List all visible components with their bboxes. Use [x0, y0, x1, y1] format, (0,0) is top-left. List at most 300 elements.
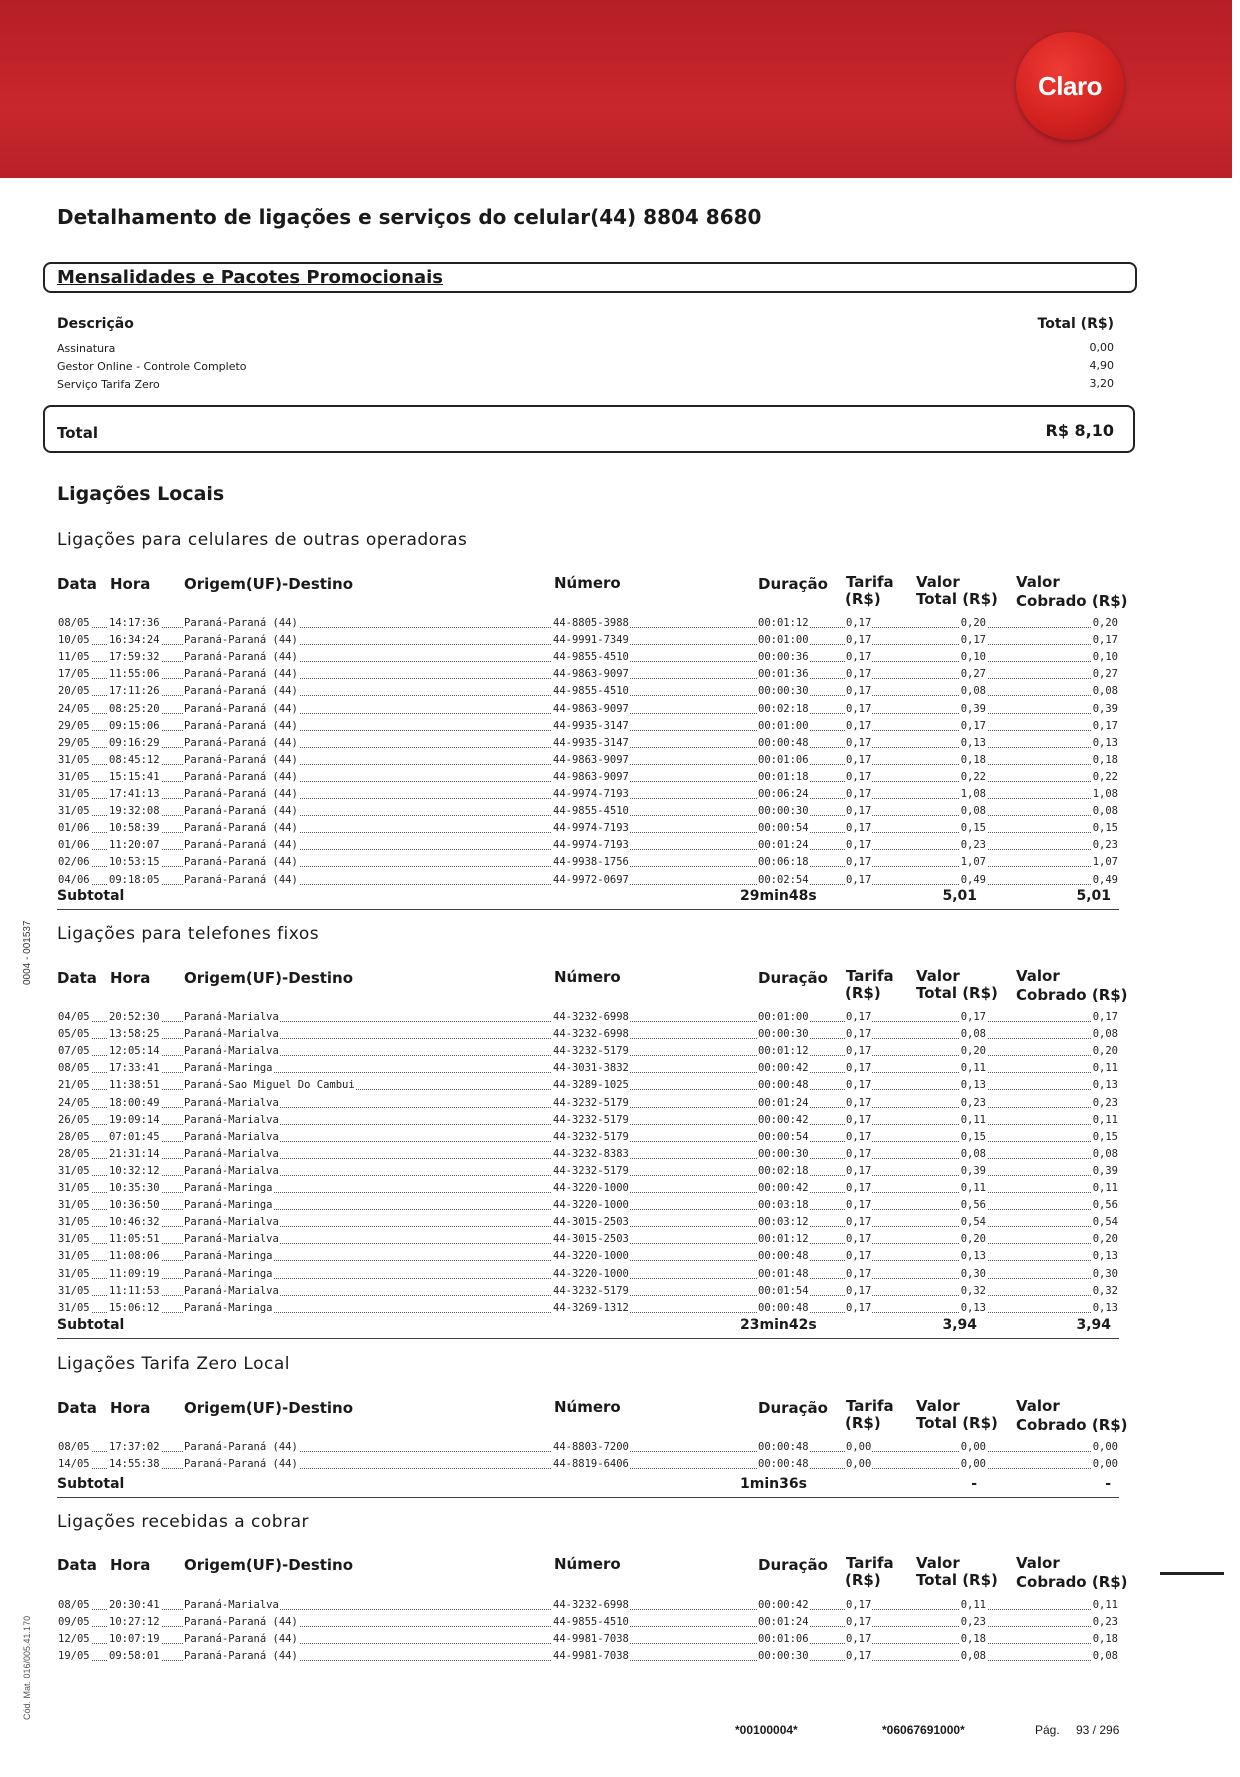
cell-valor-total: 0,18	[960, 1633, 986, 1646]
side-code: 0004 - 001537	[22, 920, 33, 985]
ligacoes-locais-title: Ligações Locais	[57, 483, 225, 505]
cell-origem: Paraná-Marialva	[184, 1147, 279, 1160]
cell-valor-total: 0,20	[960, 1045, 986, 1058]
table-row	[57, 786, 1119, 803]
col-valor-total-unit: Total (R$)	[916, 984, 998, 1002]
cell-hora: 10:27:12	[109, 1616, 160, 1629]
cell-origem: Paraná-Marialva	[184, 1130, 279, 1143]
cell-valor-total: 0,08	[960, 685, 986, 698]
cell-numero: 44-9981-7038	[553, 1650, 629, 1663]
col-valor-total: Valor	[916, 573, 960, 591]
total-value: R$ 8,10	[1045, 421, 1114, 440]
cell-valor-total: 0,56	[960, 1199, 986, 1212]
cell-tarifa: 0,17	[846, 1011, 872, 1023]
cell-origem: Paraná-Marialva	[184, 1599, 279, 1611]
cell-duracao: 00:00:54	[758, 1130, 809, 1143]
table-row	[57, 1597, 1119, 1614]
cell-origem: Paraná-Marialva	[184, 1233, 279, 1246]
subtotal-valor-total: -	[971, 1476, 977, 1492]
cell-tarifa: 0,17	[846, 788, 872, 800]
cell-valor-total: 0,27	[960, 668, 986, 681]
cell-valor-cobrado: 0,00	[1092, 1458, 1118, 1471]
cell-valor-total: 0,08	[960, 805, 986, 818]
cell-duracao: 00:01:00	[758, 719, 809, 732]
cell-duracao: 00:00:54	[758, 822, 809, 835]
cell-data: 31/05	[58, 1284, 90, 1297]
col-tarifa-unit: (R$)	[845, 590, 881, 608]
cell-valor-total: 0,39	[960, 702, 986, 715]
cell-tarifa: 0,17	[846, 1130, 872, 1143]
cell-tarifa: 0,17	[846, 719, 872, 732]
cell-tarifa: 0,17	[846, 1028, 872, 1041]
table-row	[57, 1231, 1119, 1248]
cell-data: 10/05	[58, 634, 90, 647]
cell-tarifa: 0,17	[846, 1267, 872, 1280]
cell-valor-total: 0,17	[960, 634, 986, 647]
cell-numero: 44-3269-1312	[553, 1301, 629, 1314]
table-row	[57, 837, 1119, 854]
cell-hora: 10:35:30	[109, 1182, 160, 1194]
cell-valor-total: 0,20	[960, 1233, 986, 1246]
col-origem: Origem(UF)-Destino	[184, 1399, 354, 1417]
cell-tarifa: 0,17	[846, 856, 872, 869]
cell-valor-cobrado: 0,08	[1092, 1650, 1118, 1663]
cell-numero: 44-9863-9097	[553, 668, 629, 681]
cell-origem: Paraná-Paraná (44)	[184, 856, 298, 869]
cell-valor-total: 0,13	[960, 736, 986, 749]
col-hora: Hora	[110, 575, 151, 593]
cell-valor-total: 0,22	[960, 770, 986, 783]
cell-valor-cobrado: 0,11	[1092, 1599, 1118, 1611]
col-numero: Número	[554, 574, 621, 592]
cell-valor-cobrado: 0,22	[1092, 770, 1118, 783]
table-row	[57, 683, 1119, 700]
cell-tarifa: 0,17	[846, 1147, 872, 1160]
col-tarifa: Tarifa	[846, 573, 894, 591]
cell-tarifa: 0,00	[846, 1458, 872, 1471]
cell-data: 07/05	[58, 1045, 90, 1058]
cell-numero: 44-9938-1756	[553, 856, 629, 869]
cell-numero: 44-8819-6406	[553, 1458, 629, 1471]
cell-valor-cobrado: 0,20	[1092, 617, 1118, 629]
cell-data: 26/05	[58, 1113, 90, 1126]
cell-valor-total: 0,23	[960, 1616, 986, 1629]
col-data: Data	[57, 575, 97, 593]
cell-duracao: 00:00:42	[758, 1113, 809, 1126]
table-row	[57, 1456, 1119, 1473]
cell-duracao: 00:01:54	[758, 1284, 809, 1297]
mensal-item-desc: Assinatura	[57, 342, 116, 355]
cell-origem: Paraná-Paraná (44)	[184, 1650, 298, 1663]
footer-code-1: *00100004*	[735, 1723, 798, 1737]
cell-origem: Paraná-Paraná (44)	[184, 702, 298, 715]
cell-valor-total: 0,13	[960, 1301, 986, 1314]
col-valor-total: Valor	[916, 1554, 960, 1572]
cell-hora: 11:20:07	[109, 839, 160, 852]
cell-valor-total: 0,08	[960, 1147, 986, 1160]
cell-hora: 17:33:41	[109, 1062, 160, 1075]
cell-valor-cobrado: 0,49	[1092, 873, 1118, 886]
cell-hora: 14:55:38	[109, 1458, 160, 1471]
cell-tarifa: 0,17	[846, 1233, 872, 1246]
cell-tarifa: 0,17	[846, 1250, 872, 1263]
subtotal-label: Subtotal	[57, 1317, 125, 1333]
cell-data: 04/05	[58, 1011, 90, 1023]
cell-valor-cobrado: 0,00	[1092, 1441, 1118, 1453]
cell-valor-total: 0,23	[960, 1096, 986, 1109]
cell-origem: Paraná-Paraná (44)	[184, 634, 298, 647]
table-row	[57, 1631, 1119, 1648]
cell-valor-cobrado: 0,20	[1092, 1233, 1118, 1246]
table-row	[57, 1060, 1119, 1077]
document-title: Detalhamento de ligações e serviços do celular(44) 8804 8680	[57, 205, 762, 229]
cell-duracao: 00:02:18	[758, 1164, 809, 1177]
subtotal-label: Subtotal	[57, 888, 125, 904]
cell-hora: 11:05:51	[109, 1233, 160, 1246]
cell-hora: 08:25:20	[109, 702, 160, 715]
table-row	[57, 1180, 1119, 1197]
cell-valor-cobrado: 0,39	[1092, 1164, 1118, 1177]
cell-valor-cobrado: 0,11	[1092, 1182, 1118, 1194]
cell-origem: Paraná-Marialva	[184, 1284, 279, 1297]
cell-valor-total: 0,10	[960, 651, 986, 664]
cell-tarifa: 0,17	[846, 1096, 872, 1109]
cell-origem: Paraná-Sao Miguel Do Cambui	[184, 1079, 355, 1092]
cell-origem: Paraná-Maringa	[184, 1267, 273, 1280]
cell-duracao: 00:01:06	[758, 1633, 809, 1646]
cell-valor-cobrado: 0,18	[1092, 1633, 1118, 1646]
col-valor-cobrado-unit: Cobrado (R$)	[1016, 592, 1128, 610]
cell-numero: 44-9855-4510	[553, 1616, 629, 1629]
table-row	[57, 872, 1119, 889]
col-valor-cobrado-unit: Cobrado (R$)	[1016, 986, 1128, 1004]
col-tarifa-unit: (R$)	[845, 1571, 881, 1589]
cell-duracao: 00:01:18	[758, 770, 809, 783]
cell-data: 08/05	[58, 617, 90, 629]
cell-hora: 11:08:06	[109, 1250, 160, 1263]
cell-valor-total: 0,49	[960, 873, 986, 886]
cell-data: 24/05	[58, 1096, 90, 1109]
cell-numero: 44-9974-7193	[553, 788, 629, 800]
cell-duracao: 00:01:06	[758, 753, 809, 766]
subtotal-rule	[57, 1338, 1119, 1339]
cell-duracao: 00:00:42	[758, 1062, 809, 1075]
table-row	[57, 1009, 1119, 1026]
cell-origem: Paraná-Paraná (44)	[184, 651, 298, 664]
cell-tarifa: 0,17	[846, 668, 872, 681]
cell-origem: Paraná-Paraná (44)	[184, 839, 298, 852]
table-row	[57, 1146, 1119, 1163]
cell-numero: 44-3015-2503	[553, 1233, 629, 1246]
cell-valor-cobrado: 0,15	[1092, 1130, 1118, 1143]
claro-logo	[1016, 32, 1124, 140]
cell-tarifa: 0,17	[846, 1633, 872, 1646]
cell-valor-cobrado: 0,18	[1092, 753, 1118, 766]
cell-data: 28/05	[58, 1130, 90, 1143]
cell-tarifa: 0,17	[846, 1164, 872, 1177]
cell-hora: 09:58:01	[109, 1650, 160, 1663]
subtotal-valor-cobrado: 3,94	[1076, 1317, 1111, 1333]
cell-valor-total: 0,00	[960, 1441, 986, 1453]
mensal-item-desc: Serviço Tarifa Zero	[57, 378, 160, 391]
cell-data: 29/05	[58, 719, 90, 732]
cell-numero: 44-9935-3147	[553, 736, 629, 749]
cell-valor-total: 0,20	[960, 617, 986, 629]
cell-origem: Paraná-Paraná (44)	[184, 1441, 298, 1453]
col-tarifa: Tarifa	[846, 967, 894, 985]
table-row	[57, 1077, 1119, 1094]
cell-numero: 44-3232-6998	[553, 1028, 629, 1041]
col-valor-total-unit: Total (R$)	[916, 1571, 998, 1589]
cell-tarifa: 0,17	[846, 1599, 872, 1611]
cell-data: 20/05	[58, 685, 90, 698]
cell-tarifa: 0,17	[846, 1616, 872, 1629]
cell-valor-total: 0,08	[960, 1028, 986, 1041]
cell-hora: 10:32:12	[109, 1164, 160, 1177]
total-box	[43, 405, 1135, 453]
footer-code-2: *06067691000*	[882, 1723, 965, 1737]
cell-hora: 20:52:30	[109, 1011, 160, 1023]
cell-numero: 44-9991-7349	[553, 634, 629, 647]
table-row	[57, 1129, 1119, 1146]
cell-tarifa: 0,17	[846, 1045, 872, 1058]
cell-data: 17/05	[58, 668, 90, 681]
table-row	[57, 752, 1119, 769]
col-valor-cobrado: Valor	[1016, 573, 1060, 591]
cell-hora: 11:11:53	[109, 1284, 160, 1297]
cell-hora: 17:41:13	[109, 788, 160, 800]
cell-origem: Paraná-Maringa	[184, 1250, 273, 1263]
cell-origem: Paraná-Marialva	[184, 1216, 279, 1229]
cell-hora: 12:05:14	[109, 1045, 160, 1058]
cell-hora: 17:37:02	[109, 1441, 160, 1453]
cell-duracao: 00:00:48	[758, 1458, 809, 1471]
cell-valor-cobrado: 0,39	[1092, 702, 1118, 715]
table-row	[57, 1197, 1119, 1214]
cell-duracao: 00:03:12	[758, 1216, 809, 1229]
cell-valor-cobrado: 0,17	[1092, 719, 1118, 732]
cell-hora: 11:09:19	[109, 1267, 160, 1280]
cell-duracao: 00:00:42	[758, 1599, 809, 1611]
cell-data: 09/05	[58, 1616, 90, 1629]
table-row	[57, 1112, 1119, 1129]
cell-numero: 44-3232-5179	[553, 1096, 629, 1109]
cell-duracao: 00:00:48	[758, 1301, 809, 1314]
cell-hora: 19:32:08	[109, 805, 160, 818]
cell-tarifa: 0,17	[846, 873, 872, 886]
cell-data: 28/05	[58, 1147, 90, 1160]
cell-data: 19/05	[58, 1650, 90, 1663]
col-valor-cobrado-unit: Cobrado (R$)	[1016, 1573, 1128, 1591]
cell-data: 08/05	[58, 1599, 90, 1611]
cell-hora: 09:16:29	[109, 736, 160, 749]
col-hora: Hora	[110, 1399, 151, 1417]
cell-duracao: 00:01:00	[758, 1011, 809, 1023]
table-row	[57, 820, 1119, 837]
cell-duracao: 00:01:48	[758, 1267, 809, 1280]
cell-duracao: 00:01:12	[758, 1045, 809, 1058]
cell-hora: 07:01:45	[109, 1130, 160, 1143]
section-title: Ligações para celulares de outras operadoras	[57, 530, 468, 550]
cell-tarifa: 0,17	[846, 651, 872, 664]
cell-numero: 44-9863-9097	[553, 753, 629, 766]
col-valor-cobrado: Valor	[1016, 967, 1060, 985]
logo-text: Claro	[1038, 70, 1102, 101]
cell-valor-total: 0,15	[960, 822, 986, 835]
cell-data: 02/06	[58, 856, 90, 869]
cell-valor-cobrado: 0,08	[1092, 805, 1118, 818]
cell-valor-cobrado: 0,13	[1092, 1250, 1118, 1263]
col-data: Data	[57, 1556, 97, 1574]
cell-hora: 09:15:06	[109, 719, 160, 732]
cell-numero: 44-3220-1000	[553, 1267, 629, 1280]
table-row	[57, 615, 1119, 632]
cell-valor-total: 0,08	[960, 1650, 986, 1663]
table-row	[57, 1043, 1119, 1060]
cell-origem: Paraná-Paraná (44)	[184, 668, 298, 681]
cell-tarifa: 0,00	[846, 1441, 872, 1453]
cell-numero: 44-9935-3147	[553, 719, 629, 732]
col-descricao: Descrição	[57, 316, 134, 332]
cell-valor-total: 0,15	[960, 1130, 986, 1143]
cell-origem: Paraná-Maringa	[184, 1199, 273, 1212]
cell-valor-total: 0,11	[960, 1113, 986, 1126]
cell-valor-cobrado: 0,15	[1092, 822, 1118, 835]
table-row	[57, 1248, 1119, 1265]
cell-origem: Paraná-Maringa	[184, 1301, 273, 1314]
cell-data: 29/05	[58, 736, 90, 749]
cell-tarifa: 0,17	[846, 1062, 872, 1075]
cell-data: 31/05	[58, 1233, 90, 1246]
table-row	[57, 1026, 1119, 1043]
col-tarifa-unit: (R$)	[845, 1414, 881, 1432]
cell-valor-cobrado: 0,08	[1092, 685, 1118, 698]
cell-origem: Paraná-Marialva	[184, 1164, 279, 1177]
cell-valor-total: 0,23	[960, 839, 986, 852]
table-row	[57, 666, 1119, 683]
cell-valor-cobrado: 0,30	[1092, 1267, 1118, 1280]
cell-duracao: 00:00:30	[758, 1650, 809, 1663]
cell-hora: 10:46:32	[109, 1216, 160, 1229]
section-title: Ligações para telefones fixos	[57, 924, 320, 944]
cell-duracao: 00:01:24	[758, 839, 809, 852]
cell-tarifa: 0,17	[846, 1113, 872, 1126]
cell-valor-cobrado: 0,11	[1092, 1113, 1118, 1126]
subtotal-valor-cobrado: -	[1105, 1476, 1111, 1492]
cell-valor-cobrado: 1,07	[1092, 856, 1118, 869]
cell-tarifa: 0,17	[846, 1216, 872, 1229]
table-row	[57, 632, 1119, 649]
table-row	[57, 854, 1119, 871]
cell-valor-total: 0,00	[960, 1458, 986, 1471]
cell-data: 31/05	[58, 788, 90, 800]
cell-valor-total: 0,18	[960, 753, 986, 766]
col-origem: Origem(UF)-Destino	[184, 1556, 354, 1574]
col-tarifa: Tarifa	[846, 1554, 894, 1572]
cell-numero: 44-8803-7200	[553, 1441, 629, 1453]
table-row	[57, 769, 1119, 786]
cell-hora: 09:18:05	[109, 873, 160, 886]
cell-origem: Paraná-Maringa	[184, 1182, 273, 1194]
col-valor-cobrado: Valor	[1016, 1397, 1060, 1415]
cell-duracao: 00:01:12	[758, 617, 809, 629]
mensal-item-total: 4,90	[1089, 359, 1114, 372]
cell-duracao: 00:02:18	[758, 702, 809, 715]
table-row	[57, 718, 1119, 735]
cell-duracao: 00:00:48	[758, 1250, 809, 1263]
cell-duracao: 00:00:30	[758, 805, 809, 818]
subtotal-duracao: 23min42s	[740, 1317, 817, 1333]
cell-data: 31/05	[58, 770, 90, 783]
col-tarifa: Tarifa	[846, 1397, 894, 1415]
cell-origem: Paraná-Paraná (44)	[184, 1458, 298, 1471]
cell-tarifa: 0,17	[846, 1182, 872, 1194]
cell-numero: 44-3232-6998	[553, 1599, 629, 1611]
col-data: Data	[57, 969, 97, 987]
col-valor-total-unit: Total (R$)	[916, 1414, 998, 1432]
cell-numero: 44-3232-6998	[553, 1011, 629, 1023]
cell-duracao: 00:00:48	[758, 736, 809, 749]
cell-valor-cobrado: 1,08	[1092, 788, 1118, 800]
cell-data: 11/05	[58, 651, 90, 664]
cell-duracao: 00:06:18	[758, 856, 809, 869]
cell-tarifa: 0,17	[846, 770, 872, 783]
cell-numero: 44-3232-5179	[553, 1130, 629, 1143]
cell-numero: 44-9855-4510	[553, 651, 629, 664]
cell-valor-cobrado: 0,08	[1092, 1028, 1118, 1041]
col-duracao: Duração	[758, 969, 828, 987]
cell-valor-cobrado: 0,27	[1092, 668, 1118, 681]
cell-hora: 16:34:24	[109, 634, 160, 647]
cell-numero: 44-3220-1000	[553, 1199, 629, 1212]
subtotal-duracao: 1min36s	[740, 1476, 807, 1492]
mensal-item-total: 3,20	[1089, 377, 1114, 390]
cell-tarifa: 0,17	[846, 617, 872, 629]
cell-valor-cobrado: 0,17	[1092, 634, 1118, 647]
cell-data: 31/05	[58, 1301, 90, 1314]
cell-hora: 08:45:12	[109, 753, 160, 766]
cell-origem: Paraná-Marialva	[184, 1011, 279, 1023]
cell-data: 01/06	[58, 822, 90, 835]
cell-valor-cobrado: 0,23	[1092, 1616, 1118, 1629]
cell-origem: Paraná-Marialva	[184, 1113, 279, 1126]
cell-valor-total: 0,13	[960, 1079, 986, 1092]
col-valor-cobrado-unit: Cobrado (R$)	[1016, 1416, 1128, 1434]
cell-numero: 44-9855-4510	[553, 685, 629, 698]
cell-valor-total: 0,11	[960, 1599, 986, 1611]
table-row	[57, 1095, 1119, 1112]
col-hora: Hora	[110, 1556, 151, 1574]
cell-origem: Paraná-Paraná (44)	[184, 873, 298, 886]
table-row	[57, 1283, 1119, 1300]
col-hora: Hora	[110, 969, 151, 987]
cell-valor-cobrado: 0,23	[1092, 1096, 1118, 1109]
section-title: Ligações Tarifa Zero Local	[57, 1354, 290, 1374]
cell-origem: Paraná-Paraná (44)	[184, 685, 298, 698]
cell-hora: 10:58:39	[109, 822, 160, 835]
cell-data: 14/05	[58, 1458, 90, 1471]
cell-hora: 10:07:19	[109, 1633, 160, 1646]
cell-tarifa: 0,17	[846, 822, 872, 835]
cell-numero: 44-3220-1000	[553, 1182, 629, 1194]
footer-page-number: 93 / 296	[1076, 1723, 1120, 1737]
cell-hora: 15:15:41	[109, 770, 160, 783]
cell-tarifa: 0,17	[846, 1301, 872, 1314]
cell-valor-total: 0,39	[960, 1164, 986, 1177]
cell-hora: 11:38:51	[109, 1079, 160, 1092]
cell-data: 31/05	[58, 1216, 90, 1229]
cell-tarifa: 0,17	[846, 839, 872, 852]
